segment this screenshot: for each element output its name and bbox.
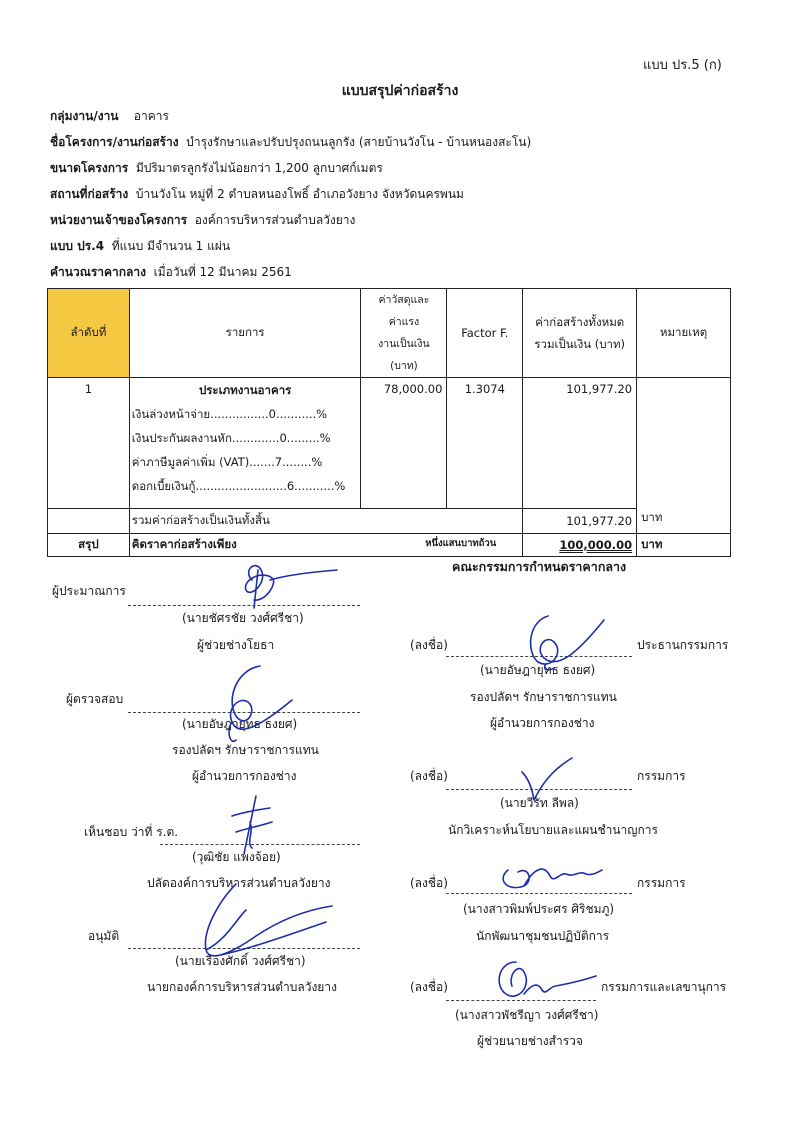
summary-text: คิดราคาก่อสร้างเพียง	[131, 537, 237, 551]
sum-value: 101,977.20	[523, 509, 637, 534]
info-location: สถานที่ก่อสร้าง บ้านวังโน หมู่ที่ 2 ตำบลหนองโพธิ์ อำเภอวังยาง จังหวัดนครพนม	[50, 187, 464, 201]
form-code: แบบ ปร.5 (ก)	[643, 58, 722, 73]
summary-unit: บาท	[637, 534, 731, 557]
table-row	[48, 378, 731, 509]
header-no: ลำดับที่	[48, 289, 130, 378]
signature-approve	[226, 792, 276, 858]
approve-name: (วุฒิชัย แพงจ้อย)	[192, 850, 281, 864]
info-size: ขนาดโครงการ มีปริมาตรลูกรังไม่น้อยกว่า 1,200 ลูกบาศก์เมตร	[50, 161, 383, 175]
chair-name: (นายอัษฎายุทธ ธงยศ)	[480, 663, 596, 677]
document-title: แบบสรุปค่าก่อสร้าง	[341, 83, 459, 99]
member-3-role: กรรมการและเลขานุการ	[601, 980, 727, 994]
summary-label: สรุป	[48, 534, 130, 557]
authorize-role: อนุมัติ	[88, 929, 120, 943]
checker-position-2: ผู้อำนวยการกองช่าง	[192, 769, 297, 783]
table-header-row	[48, 289, 731, 378]
approve-role: เห็นชอบ ว่าที่ ร.ต.	[84, 825, 179, 839]
sum-label: รวมค่าก่อสร้างเป็นเงินทั้งสิ้น	[129, 509, 522, 534]
authorize-position: นายกองค์การบริหารส่วนตำบลวังยาง	[147, 980, 337, 994]
estimator-position: ผู้ช่วยช่างโยธา	[197, 638, 275, 652]
row-item-title: ประเภทงานอาคาร	[198, 383, 292, 397]
sign-label: (ลงชื่อ)	[410, 638, 448, 652]
info-date: คำนวณราคากลาง เมื่อวันที่ 12 มีนาคม 2561	[50, 265, 292, 279]
chair-role: ประธานกรรมการ	[637, 638, 729, 652]
estimator-role: ผู้ประมาณการ	[52, 584, 126, 598]
chair-position-1: รองปลัดฯ รักษาราชการแทน	[470, 690, 617, 704]
sub-item-interest: ดอกเบี้ยเงินกู้.........................6...........%	[131, 479, 346, 493]
member-1-position: นักวิเคราะห์นโยบายและแผนชำนาญการ	[448, 823, 658, 837]
row-material: 78,000.00	[361, 378, 447, 509]
signature-chair	[508, 612, 608, 674]
info-owner: หน่วยงานเจ้าของโครงการ องค์การบริหารส่วนตำบลวังยาง	[50, 213, 356, 227]
sum-unit: บาท	[641, 510, 663, 524]
chair-position-2: ผู้อำนวยการกองช่าง	[490, 716, 595, 730]
checker-role: ผู้ตรวจสอบ	[66, 692, 124, 706]
info-project: ชื่อโครงการ/งานก่อสร้าง บำรุงรักษาและปรับปรุงถนนลูกรัง (สายบ้านวังโน - บ้านหนองสะโน)	[50, 135, 532, 149]
signature-member-3	[488, 956, 598, 1006]
member-3-position: ผู้ช่วยนายช่างสำรวจ	[477, 1034, 583, 1048]
sub-item-vat: ค่าภาษีมูลค่าเพิ่ม (VAT).......7........%	[131, 455, 323, 469]
sign-label: (ลงชื่อ)	[410, 876, 448, 890]
summary-value-cell	[523, 534, 637, 557]
sign-label: (ลงชื่อ)	[410, 769, 448, 783]
sign-label: (ลงชื่อ)	[410, 980, 448, 994]
signature-authorize	[176, 880, 336, 966]
header-remark: หมายเหตุ	[637, 289, 731, 378]
row-total: 101,977.20	[523, 378, 637, 509]
summary-value: 100,000.00	[559, 538, 633, 552]
header-factor: Factor F.	[447, 289, 523, 378]
sum-row	[48, 509, 731, 534]
member-1-name: (นายวีรัท ลีพล)	[500, 796, 579, 810]
row-item	[129, 378, 361, 509]
signature-member-2	[494, 850, 604, 894]
approve-position: ปลัดองค์การบริหารส่วนตำบลวังยาง	[147, 876, 331, 890]
summary-words: หนึ่งแสนบาทถ้วน	[425, 538, 497, 549]
summary-row	[48, 534, 731, 557]
signature-estimator	[232, 550, 342, 612]
sub-item-guarantee: เงินประกันผลงานหัก.............0.........%	[131, 431, 331, 445]
info-group: กลุ่มงาน/งาน อาคาร	[50, 109, 169, 123]
cost-summary-table	[47, 288, 731, 557]
member-2-position: นักพัฒนาชุมชนปฏิบัติการ	[476, 929, 610, 943]
header-total: ค่าก่อสร้างทั้งหมด รวมเป็นเงิน (บาท)	[523, 289, 637, 378]
signature-checker	[196, 660, 296, 750]
checker-name: (นายอัษฎายุทธ ธงยศ)	[182, 717, 298, 731]
estimator-name: (นายชัศรชัย วงศ์ศรีชา)	[182, 611, 304, 625]
authorize-name: (นายเรืองศักดิ์ วงศ์ศรีชา)	[175, 954, 306, 968]
header-material: ค่าวัสดุและค่าแรง งานเป็นเงิน (บาท)	[361, 289, 447, 378]
row-remark	[637, 378, 731, 534]
signature-member-1	[518, 756, 578, 806]
member-2-name: (นางสาวพิมพ์ประศร ศิริชมภู)	[463, 902, 615, 916]
member-1-role: กรรมการ	[637, 769, 686, 783]
row-factor: 1.3074	[447, 378, 523, 509]
header-item: รายการ	[129, 289, 361, 378]
info-attachment: แบบ ปร.4 ที่แนบ มีจำนวน 1 แผ่น	[50, 239, 231, 253]
committee-title: คณะกรรมการกำหนดราคากลาง	[452, 559, 627, 574]
row-no: 1	[48, 378, 130, 509]
checker-position-1: รองปลัดฯ รักษาราชการแทน	[172, 743, 319, 757]
member-3-name: (นางสาวพัชรีญา วงศ์ศรีชา)	[455, 1008, 599, 1022]
sub-item-advance: เงินล่วงหน้าจ่าย................0...........%	[131, 407, 328, 421]
member-2-role: กรรมการ	[637, 876, 686, 890]
